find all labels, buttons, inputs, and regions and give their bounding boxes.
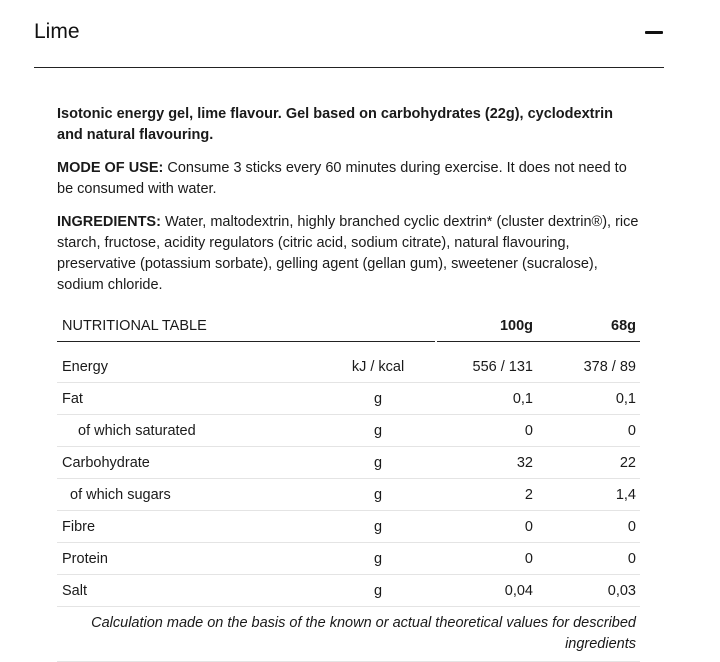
- nutrient-unit: g: [373, 583, 383, 599]
- value-68g: 0,03: [607, 583, 636, 599]
- value-68g: 22: [619, 455, 636, 471]
- minus-icon[interactable]: [644, 24, 664, 42]
- table-row: [57, 511, 640, 543]
- value-100g: 0,04: [504, 583, 533, 599]
- value-68g: 0,1: [615, 391, 636, 407]
- nutrient-name: Fibre: [62, 519, 96, 535]
- nutrient-name: of which sugars: [70, 487, 171, 503]
- nutrient-unit: g: [373, 455, 383, 471]
- nutrient-unit: g: [373, 519, 383, 535]
- nutrient-name: of which saturated: [78, 423, 196, 439]
- value-100g: 0: [524, 551, 533, 567]
- value-100g: 556 / 131: [472, 359, 533, 375]
- nutrient-unit: g: [373, 551, 383, 567]
- nutrient-unit: g: [373, 391, 383, 407]
- table-row: [57, 479, 640, 511]
- mode-of-use-text: Consume 3 sticks every 60 minutes during exercise. It does not need to be consumed with water.: [57, 160, 627, 197]
- value-68g: 0: [627, 551, 636, 567]
- nutrient-name: Salt: [62, 583, 87, 599]
- column-header-68g: 68g: [611, 318, 636, 334]
- nutrient-name: Protein: [62, 551, 108, 567]
- nutrient-name: Energy: [62, 359, 108, 375]
- nutrient-name: Fat: [62, 391, 83, 407]
- value-100g: 2: [524, 487, 533, 503]
- product-description: [57, 104, 642, 296]
- calculation-note: Calculation made on the basis of the known or actual theoretical values for described ingredients: [57, 607, 640, 662]
- value-100g: 32: [516, 455, 533, 471]
- nutrition-table-header: [57, 311, 640, 343]
- accordion-title: Lime: [34, 20, 80, 43]
- table-row: [57, 543, 640, 575]
- table-row: [57, 415, 640, 447]
- table-row: [57, 383, 640, 415]
- mode-of-use: [57, 158, 642, 200]
- value-100g: 0: [524, 423, 533, 439]
- product-intro: Isotonic energy gel, lime flavour. Gel based on carbohydrates (22g), cyclodextrin and natural flavouring.: [57, 106, 613, 143]
- nutrient-unit: g: [373, 487, 383, 503]
- nutrient-name: Carbohydrate: [62, 455, 150, 471]
- ingredients-label: INGREDIENTS:: [57, 214, 161, 230]
- value-100g: 0: [524, 519, 533, 535]
- value-68g: 378 / 89: [583, 359, 636, 375]
- value-100g: 0,1: [512, 391, 533, 407]
- nutrient-unit: kJ / kcal: [351, 359, 405, 375]
- nutrition-table: [57, 311, 640, 662]
- table-row: [57, 351, 640, 383]
- mode-of-use-label: MODE OF USE:: [57, 160, 164, 176]
- nutrition-table-title: NUTRITIONAL TABLE: [62, 318, 207, 334]
- column-header-100g: 100g: [499, 318, 533, 334]
- accordion-header[interactable]: [34, 0, 664, 68]
- table-row: [57, 575, 640, 607]
- ingredients: [57, 212, 642, 296]
- ingredients-text: Water, maltodextrin, highly branched cyclic dextrin* (cluster dextrin®), rice starch, fructose, acidity regulators (citric acid, sodium citrate), natural flavouring, preservative (potassium sorbate), gelling agent (gellan gum), sweetener (sucralose), sodium chloride.: [57, 214, 639, 293]
- value-68g: 0: [627, 423, 636, 439]
- value-68g: 1,4: [615, 487, 636, 503]
- value-68g: 0: [627, 519, 636, 535]
- table-row: [57, 447, 640, 479]
- nutrient-unit: g: [373, 423, 383, 439]
